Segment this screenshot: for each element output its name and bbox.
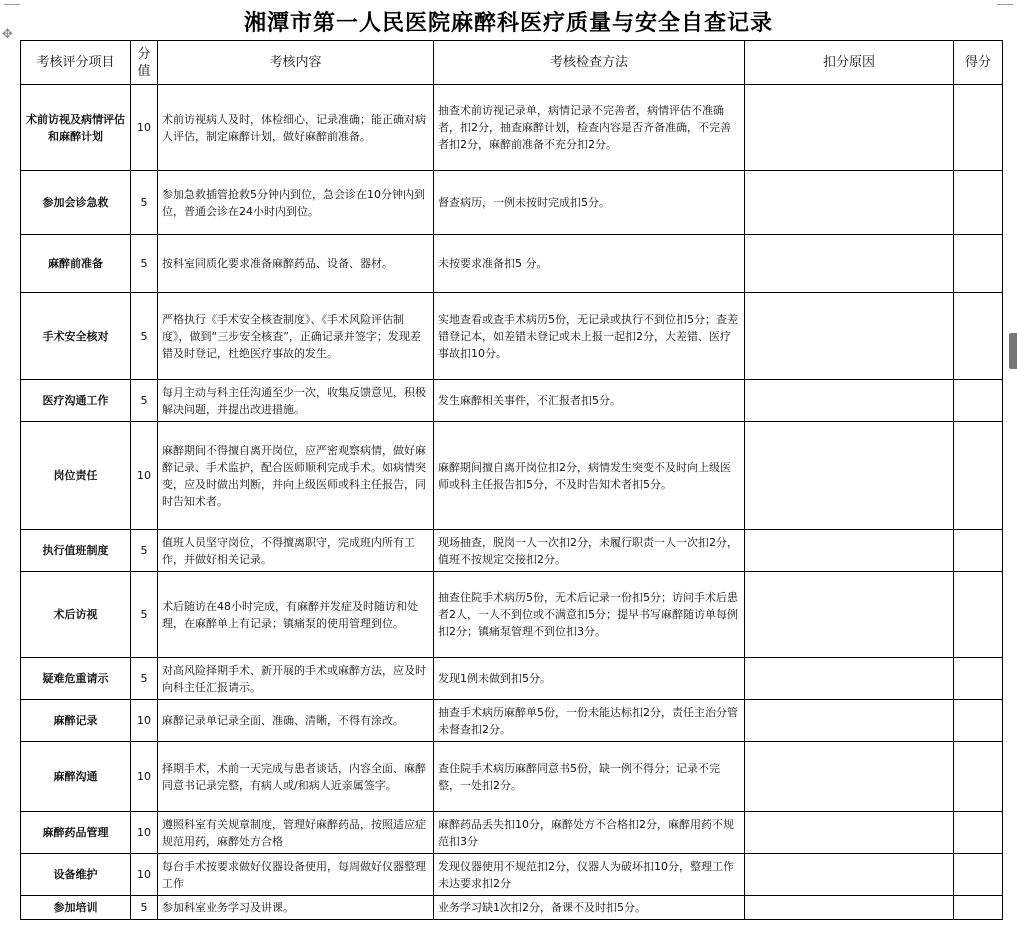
row-points: 5 [131,380,158,422]
row-item: 参加会诊急救 [21,171,131,235]
deduct-reason-cell[interactable] [745,812,954,854]
row-item: 岗位责任 [21,422,131,530]
deduct-reason-cell[interactable] [745,854,954,896]
header-method: 考核检查方法 [434,41,745,85]
row-points: 5 [131,293,158,380]
row-item: 麻醉药品管理 [21,812,131,854]
row-item: 参加培训 [21,896,131,920]
table-row [21,422,1003,530]
row-points: 10 [131,700,158,742]
row-points: 10 [131,422,158,530]
side-panel-tab[interactable] [1009,333,1017,369]
score-cell[interactable] [954,171,1003,235]
score-cell[interactable] [954,530,1003,572]
row-content: 对高风险择期手术、新开展的手术或麻醉方法，应及时向科主任汇报请示。 [158,658,434,700]
score-cell[interactable] [954,235,1003,293]
row-method: 发现仪器使用不规范扣2分，仪器人为破坏扣10分，整理工作未达要求扣2分 [434,854,745,896]
row-points: 10 [131,854,158,896]
score-cell[interactable] [954,742,1003,812]
deduct-reason-cell[interactable] [745,658,954,700]
page-title: 湘潭市第一人民医院麻醉科医疗质量与安全自查记录 [243,10,773,36]
table-row [21,700,1003,742]
row-content: 值班人员坚守岗位，不得擅离职守，完成班内所有工作，并做好相关记录。 [158,530,434,572]
row-item: 医疗沟通工作 [21,380,131,422]
table-row [21,658,1003,700]
row-content: 按科室同质化要求准备麻醉药品、设备、器材。 [158,235,434,293]
row-content: 严格执行《手术安全核查制度》、《手术风险评估制度》，做到“三步安全核查”，正确记录并签字；发现差错及时登记，杜绝医疗事故的发生。 [158,293,434,380]
row-method: 未按要求准备扣5 分。 [434,235,745,293]
deduct-reason-cell[interactable] [745,85,954,171]
row-points: 5 [131,235,158,293]
header-row [21,41,1003,85]
deduct-reason-cell[interactable] [745,530,954,572]
row-content: 每台手术按要求做好仪器设备使用，每周做好仪器整理工作 [158,854,434,896]
deduct-reason-cell[interactable] [745,293,954,380]
self-check-table [20,40,1003,920]
row-method: 发生麻醉相关事件，不汇报者扣5分。 [434,380,745,422]
row-content: 参加急救插管抢救5分钟内到位，急会诊在10分钟内到位，普通会诊在24小时内到位。 [158,171,434,235]
score-cell[interactable] [954,85,1003,171]
row-item: 疑难危重请示 [21,658,131,700]
deduct-reason-cell[interactable] [745,235,954,293]
page-corner-mark [997,4,1013,5]
row-content: 术前访视病人及时，体检细心，记录准确；能正确对病人评估，制定麻醉计划，做好麻醉前准备。 [158,85,434,171]
header-score: 得分 [954,41,1003,85]
row-item: 麻醉记录 [21,700,131,742]
row-points: 5 [131,896,158,920]
table-row [21,530,1003,572]
header-points: 分值 [131,41,158,85]
row-content: 每月主动与科主任沟通至少一次，收集反馈意见，积极解决问题，并提出改进措施。 [158,380,434,422]
row-method: 麻醉药品丢失扣10分，麻醉处方不合格扣2分，麻醉用药不规范扣3分 [434,812,745,854]
score-cell[interactable] [954,422,1003,530]
row-points: 5 [131,530,158,572]
row-points: 10 [131,85,158,171]
table-row [21,742,1003,812]
row-item: 术后访视 [21,572,131,658]
row-content: 麻醉期间不得擅自离开岗位，应严密观察病情，做好麻醉记录、手术监护，配合医师顺利完成手术。如病情突变，应及时做出判断，并向上级医师或科主任报告，同时告知术者。 [158,422,434,530]
header-deduct-reason: 扣分原因 [745,41,954,85]
page-corner-mark [4,4,20,5]
table-row [21,235,1003,293]
deduct-reason-cell[interactable] [745,572,954,658]
header-item: 考核评分项目 [21,41,131,85]
table-row [21,854,1003,896]
score-cell[interactable] [954,896,1003,920]
deduct-reason-cell[interactable] [745,380,954,422]
score-cell[interactable] [954,854,1003,896]
row-points: 10 [131,742,158,812]
row-content: 术后随访在48小时完成，有麻醉并发症及时随访和处理，在麻醉单上有记录；镇痛泵的使用管理到位。 [158,572,434,658]
row-item: 术前访视及病情评估和麻醉计划 [21,85,131,171]
row-item: 麻醉前准备 [21,235,131,293]
table-row [21,293,1003,380]
row-method: 抽查术前访视记录单，病情记录不完善者，病情评估不准确者，扣2分，抽查麻醉计划，检查内容是否齐备准确，不完善者扣2分，麻醉前准备不充分扣2分。 [434,85,745,171]
row-item: 设备维护 [21,854,131,896]
row-points: 5 [131,572,158,658]
header-content: 考核内容 [158,41,434,85]
score-cell[interactable] [954,380,1003,422]
row-content: 麻醉记录单记录全面、准确、清晰，不得有涂改。 [158,700,434,742]
row-method: 麻醉期间擅自离开岗位扣2分，病情发生突变不及时向上级医师或科主任报告扣5分，不及时告知术者扣5分。 [434,422,745,530]
deduct-reason-cell[interactable] [745,896,954,920]
score-cell[interactable] [954,572,1003,658]
row-content: 遵照科室有关规章制度，管理好麻醉药品，按照适应症规范用药，麻醉处方合格 [158,812,434,854]
row-method: 抽查住院手术病历5份，无术后记录一份扣5分；访问手术后患者2人，一人不到位或不满意扣5分；提早书写麻醉随访单每例扣2分；镇痛泵管理不到位扣3分。 [434,572,745,658]
table-move-handle-icon[interactable]: ✥ [2,27,13,42]
row-item: 麻醉沟通 [21,742,131,812]
row-method: 发现1例未做到扣5分。 [434,658,745,700]
row-method: 查住院手术病历麻醉同意书5份，缺一例不得分；记录不完整，一处扣2分。 [434,742,745,812]
score-cell[interactable] [954,700,1003,742]
row-method: 督查病历，一例未按时完成扣5分。 [434,171,745,235]
row-method: 抽查手术病历麻醉单5份，一份未能达标扣2分，责任主治分管未督查扣2分。 [434,700,745,742]
table-row [21,171,1003,235]
row-content: 择期手术，术前一天完成与患者谈话，内容全面、麻醉同意书记录完整，有病人或/和病人近亲属签字。 [158,742,434,812]
score-cell[interactable] [954,812,1003,854]
row-points: 10 [131,812,158,854]
table-row [21,380,1003,422]
table-row [21,85,1003,171]
row-points: 5 [131,171,158,235]
row-item: 执行值班制度 [21,530,131,572]
table-row [21,812,1003,854]
table-row [21,572,1003,658]
row-content: 参加科室业务学习及讲课。 [158,896,434,920]
row-item: 手术安全核对 [21,293,131,380]
deduct-reason-cell[interactable] [745,700,954,742]
score-cell[interactable] [954,658,1003,700]
table-row [21,896,1003,920]
row-method: 现场抽查，脱岗一人一次扣2分，未履行职责一人一次扣2分，值班不按规定交接扣2分。 [434,530,745,572]
score-cell[interactable] [954,293,1003,380]
row-points: 5 [131,658,158,700]
row-method: 业务学习缺1次扣2分，备课不及时扣5分。 [434,896,745,920]
deduct-reason-cell[interactable] [745,422,954,530]
deduct-reason-cell[interactable] [745,742,954,812]
deduct-reason-cell[interactable] [745,171,954,235]
row-method: 实地查看或查手术病历5份，无记录或执行不到位扣5分；查差错登记本，如差错未登记或未上报一起扣2分，大差错、医疗事故扣10分。 [434,293,745,380]
